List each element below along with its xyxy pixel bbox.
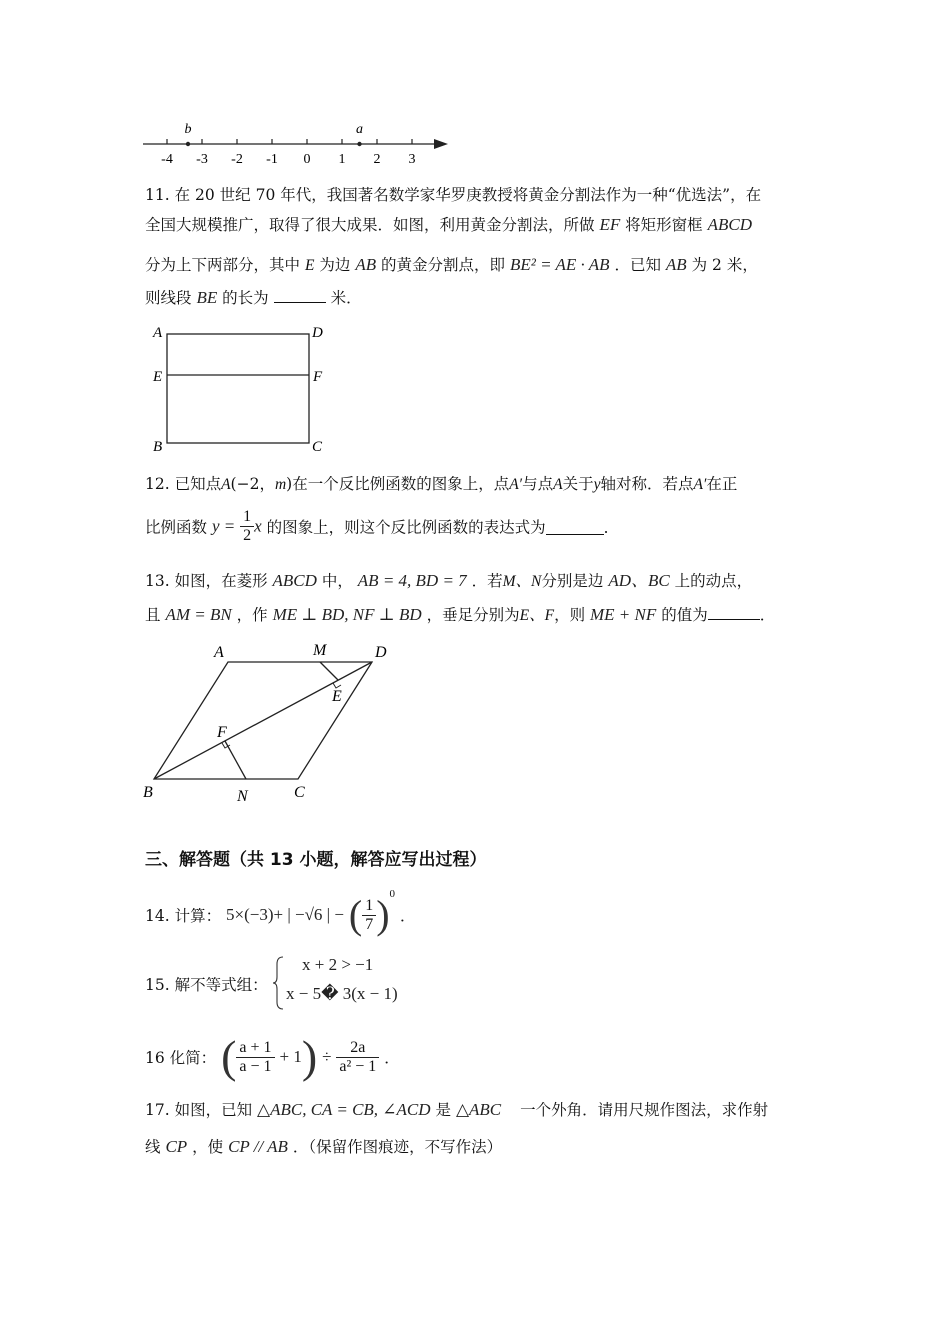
q11-text: 的长为	[222, 289, 269, 307]
label-b: B	[143, 784, 153, 801]
label-d: D	[375, 644, 387, 661]
section-3-heading: 三、解答题（共 13 小题，解答应写出过程）	[145, 850, 487, 870]
diagonal-bd	[154, 662, 372, 779]
q13-text: ．若	[471, 572, 503, 590]
q13-math-am-bn: AM = BN	[165, 605, 232, 624]
q17-line1	[145, 1098, 768, 1120]
number-line-tick-label: 3	[408, 152, 416, 167]
q17-text: 17. 如图，已知	[145, 1101, 253, 1119]
label-f: F	[217, 724, 227, 741]
q12-math-x: x	[254, 516, 262, 536]
q11-line2	[145, 213, 752, 235]
q17-math-parallel: CP // AB	[228, 1137, 288, 1156]
point-a-dot	[357, 142, 361, 146]
number-line-tick-label: -3	[196, 152, 208, 167]
q16-left-paren: (	[221, 1031, 237, 1082]
q13-text: 13. 如图，在菱形	[145, 572, 268, 590]
q11-math-ab: AB	[355, 255, 377, 274]
q13-text: 分别是边	[541, 572, 604, 590]
q16-plus-one: + 1	[279, 1047, 302, 1066]
q12-text: 与点	[522, 475, 554, 493]
q14-frac-num: 1	[362, 897, 376, 916]
q16-line	[145, 1031, 400, 1082]
q14-label: 14. 计算：	[145, 907, 222, 925]
q11-line1: 11. 在 20 世纪 70 年代，我国著名数学家华罗庚教授将黄金分割法作为一种“优选法”，在	[145, 186, 762, 204]
point-b-label: b	[184, 122, 192, 137]
q12-line1	[145, 472, 737, 494]
q12-text: 比例函数	[145, 518, 208, 537]
q13-math-lengths: AB = 4, BD = 7	[357, 571, 467, 590]
q13-line2	[145, 603, 775, 625]
q12-var-aprime2: A′	[693, 476, 707, 493]
label-a: A	[153, 325, 163, 341]
q13-text: 的值为	[661, 606, 708, 624]
number-line-tick-label: 1	[338, 152, 346, 167]
q11-math-golden: BE² = AE · AB	[509, 255, 610, 274]
q12-text: 轴对称．若点	[600, 475, 694, 493]
q16-frac1-den: a − 1	[239, 1057, 272, 1075]
q15-inequality-2: x − 5� 3(x − 1)	[286, 984, 398, 1003]
q12-text: 的图象上，则这个反比例函数的表达式为	[266, 518, 546, 537]
rect-abcd	[167, 334, 309, 443]
q11-text: 为 2 米，	[691, 256, 758, 274]
q17-text: 线	[145, 1138, 161, 1156]
q16-right-paren: )	[301, 1031, 318, 1082]
q14-expression: 5×(−3)+ | −√6 | −	[226, 905, 344, 924]
q11-math-ef: EF	[599, 215, 621, 234]
q11-text: ．已知	[614, 256, 661, 274]
q14-line	[145, 888, 415, 935]
number-line-tick-label: -2	[231, 152, 243, 167]
q13-math-perp: ME ⊥ BD, NF ⊥ BD	[272, 605, 422, 624]
q14-frac-den: 7	[365, 915, 374, 933]
q12-frac-den: 2	[243, 527, 252, 544]
q13-math-abcd: ABCD	[272, 571, 317, 590]
q13-math-sides: AD、BC	[608, 571, 670, 590]
q11-math-ab2: AB	[665, 255, 687, 274]
number-line-tick-label: 2	[373, 152, 381, 167]
q17-math-given: △ABC, CA = CB, ∠ACD	[257, 1100, 431, 1119]
segment-nf	[225, 741, 246, 779]
q16-label: 16 化简：	[145, 1049, 217, 1067]
q12-text: ．	[603, 518, 620, 537]
q15-inequality-1: x + 2 > −1	[302, 955, 374, 974]
q17-text: 是	[435, 1101, 452, 1119]
q12-var-a2: A	[553, 476, 563, 493]
q16-end: ．	[384, 1049, 400, 1067]
q14-left-paren: (	[348, 892, 363, 937]
number-line-figure	[140, 115, 455, 170]
label-m: M	[313, 642, 327, 659]
label-c: C	[312, 439, 323, 455]
q11-text: 全国大规模推广，取得了很大成果．如图，利用黄金分割法，所做	[145, 216, 595, 234]
point-a-label: a	[356, 122, 363, 137]
q16-frac2-num: 2a	[336, 1039, 379, 1058]
label-d: D	[312, 325, 323, 341]
q13-text: ，垂足分别为	[426, 606, 520, 624]
q17-text: ，使	[192, 1138, 224, 1156]
q16-frac2-den: a² − 1	[339, 1057, 377, 1075]
q12-var-m: m	[274, 476, 287, 493]
q12-text: )在一个反比例函数的图象上，点	[286, 475, 510, 493]
q12-answer-blank[interactable]	[546, 518, 604, 535]
q12-var-aprime: A′	[509, 476, 523, 493]
q12-frac-num: 1	[240, 508, 254, 527]
q12-fraction-half	[240, 508, 254, 545]
q11-text: 将矩形窗框	[625, 216, 703, 234]
q11-text: 分为上下两部分，其中	[145, 256, 301, 274]
q11-text: 为边	[319, 256, 351, 274]
q12-var-y: y	[593, 476, 601, 493]
q13-line1	[145, 566, 752, 591]
number-line-tick-label: -1	[266, 152, 278, 167]
q14-exponent: 0	[389, 888, 396, 900]
q13-vars-ef: E、F	[519, 607, 555, 624]
segment-me	[320, 662, 338, 680]
label-c: C	[294, 784, 305, 801]
label-f: F	[313, 369, 323, 385]
q14-fraction	[362, 897, 376, 934]
q12-var-a: A	[221, 476, 231, 493]
q12-text: 12. 已知点	[145, 475, 222, 493]
q12-line2	[145, 508, 619, 545]
q14-right-paren: )	[376, 892, 390, 937]
q17-line2	[145, 1135, 502, 1157]
q16-fraction-1	[236, 1039, 274, 1076]
q13-text: 上的动点，	[674, 572, 753, 590]
number-line-tick-label: -4	[161, 152, 173, 167]
q13-text: ，作	[236, 606, 268, 624]
q17-math-triangle: △ABC	[455, 1100, 502, 1119]
q13-answer-blank[interactable]	[708, 603, 760, 620]
q11-answer-blank[interactable]	[274, 286, 326, 303]
q13-vars-mn: M、N	[502, 573, 542, 590]
label-a: A	[214, 644, 224, 661]
q11-var-e: E	[304, 257, 315, 274]
label-n: N	[237, 788, 248, 805]
point-b-dot	[186, 142, 190, 146]
q16-divide: ÷	[322, 1047, 332, 1066]
q15-label: 15. 解不等式组：	[145, 976, 268, 994]
q12-math-y: y =	[211, 516, 236, 536]
q11-text: 米．	[330, 289, 362, 307]
q17-text: ．（保留作图痕迹，不写作法）	[292, 1138, 503, 1156]
q16-frac1-num: a + 1	[236, 1039, 274, 1058]
q11-math-abcd: ABCD	[707, 215, 753, 234]
q12-text: 在正	[706, 475, 738, 493]
q11-text: 则线段	[145, 289, 192, 307]
q13-text: 且	[145, 606, 161, 624]
q13-text: ．	[759, 606, 776, 624]
q13-math-sum: ME + NF	[590, 605, 657, 624]
q17-text: 一个外角．请用尺规作图法，求作射	[520, 1101, 769, 1119]
label-e: E	[332, 688, 342, 705]
q15-brace	[272, 955, 286, 1011]
number-line-tick-label: 0	[303, 152, 311, 167]
q11-text: 的黄金分割点，即	[381, 256, 506, 274]
q14-end: ．	[399, 907, 416, 925]
q11-math-be: BE	[196, 288, 218, 307]
q13-text: 中，	[321, 572, 353, 590]
q13-rhombus-figure	[138, 635, 408, 810]
q13-text: ，则	[554, 606, 586, 624]
q17-math-cp: CP	[165, 1137, 188, 1156]
q12-text: (−2，	[230, 475, 275, 493]
q11-line4	[145, 286, 362, 308]
label-e: E	[153, 369, 163, 385]
q16-fraction-2	[336, 1039, 379, 1076]
q12-text: 关于	[562, 475, 594, 493]
label-b: B	[153, 439, 163, 455]
number-line-arrow	[434, 139, 448, 149]
q11-line3	[145, 253, 758, 275]
q11-rectangle-figure	[145, 318, 345, 458]
